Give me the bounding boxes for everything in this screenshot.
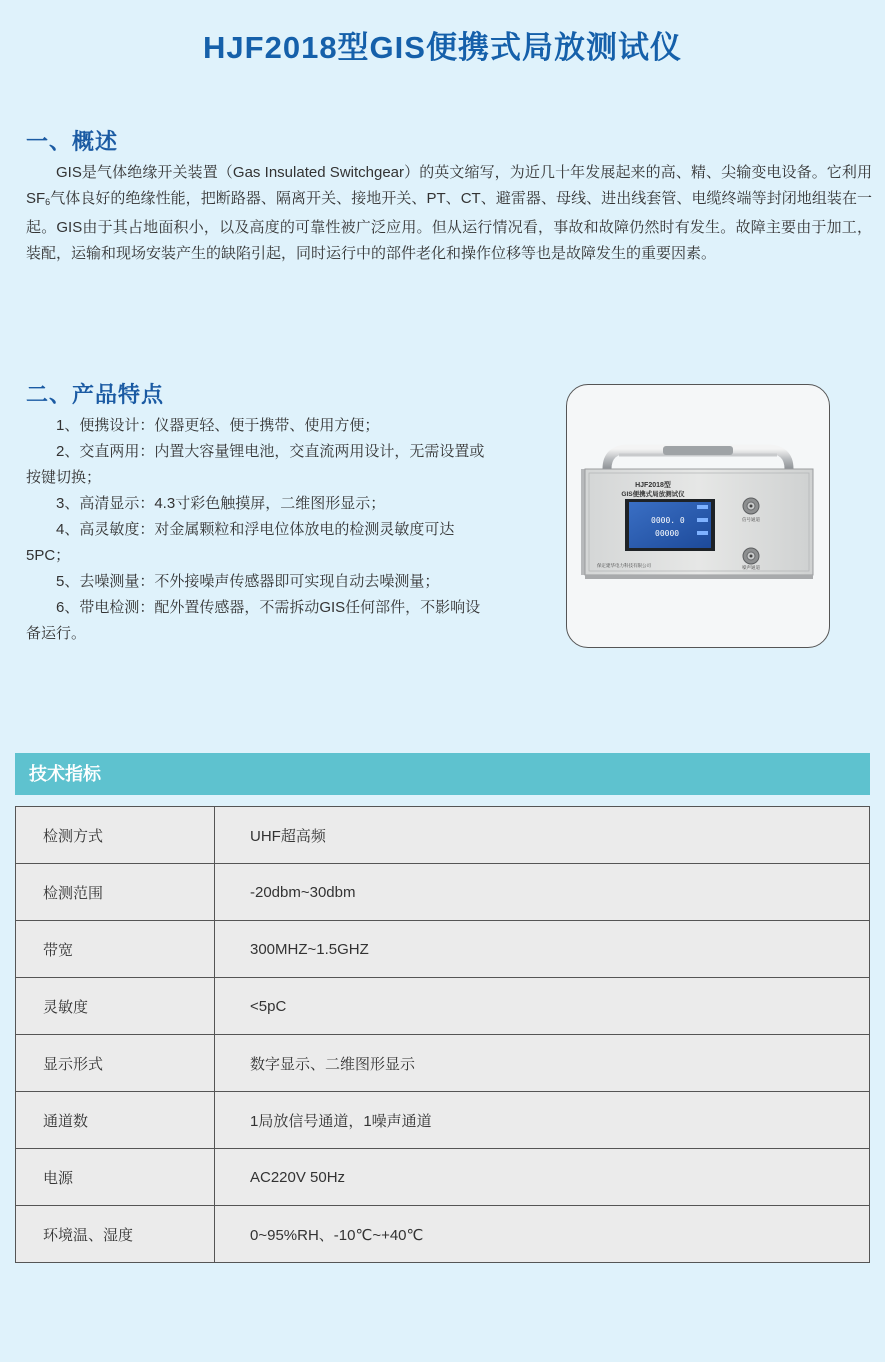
table-row xyxy=(16,1206,870,1263)
spec-key: 显示形式 xyxy=(16,1035,215,1092)
spec-value: <5pC xyxy=(215,978,870,1035)
panel-title-line1: HJF2018型 xyxy=(635,482,671,489)
connector-label-2: 噪声通道 xyxy=(742,565,760,570)
spec-value: 0~95%RH、-10℃~+40℃ xyxy=(215,1206,870,1263)
feature-item: 1、便携设计：仪器更轻、便于携带、使用方便； xyxy=(56,417,380,434)
table-row xyxy=(16,807,870,864)
connector-label-1: 信号通道 xyxy=(742,517,760,522)
specs-heading: 技术指标 xyxy=(15,753,870,795)
spec-key: 通道数 xyxy=(16,1092,215,1149)
spec-value: 数字显示、二维图形显示 xyxy=(215,1035,870,1092)
table-row xyxy=(16,921,870,978)
specs-table xyxy=(15,806,870,1263)
table-row xyxy=(16,1035,870,1092)
panel-title-line2: GIS便携式局放测试仪 xyxy=(621,491,685,498)
spec-key: 检测方式 xyxy=(16,807,215,864)
spec-key: 环境温、湿度 xyxy=(16,1206,215,1263)
spec-value: AC220V 50Hz xyxy=(215,1149,870,1206)
spec-key: 灵敏度 xyxy=(16,978,215,1035)
table-row xyxy=(16,978,870,1035)
table-row xyxy=(16,1092,870,1149)
feature-item: 4、高灵敏度：对金属颗粒和浮电位体放电的检测灵敏度可达5PC； xyxy=(26,521,455,564)
spec-key: 检测范围 xyxy=(16,864,215,921)
feature-item: 3、高清显示：4.3寸彩色触摸屏，二维图形显示； xyxy=(56,495,386,512)
feature-item: 6、带电检测：配外置传感器，不需拆动GIS任何部件，不影响设备运行。 xyxy=(26,599,481,642)
table-row xyxy=(16,864,870,921)
screen-value-1: 0000. 0 xyxy=(651,516,685,525)
spec-value: UHF超高频 xyxy=(215,807,870,864)
feature-item: 5、去噪测量：不外接噪声传感器即可实现自动去噪测量； xyxy=(56,573,440,590)
spec-value: 1局放信号通道，1噪声通道 xyxy=(215,1092,870,1149)
overview-text-part-1: GIS是气体绝缘开关装置（Gas Insulated Switchgear）的英文缩写，为近几十年发展起来的高、精、尖输变电设备。它利用SF xyxy=(26,164,872,207)
features-list xyxy=(26,413,490,647)
spec-value: -20dbm~30dbm xyxy=(215,864,870,921)
overview-text-part-2: 气体良好的绝缘性能，把断路器、隔离开关、接地开关、PT、CT、避雷器、母线、进出线套管、电缆终端等封闭地组装在一起。GIS由于其占地面积小，以及高度的可靠性被广泛应用。但从运行情况看，事故和故障仍然时有发生。故障主要由于加工，装配，运输和现场安装产生的缺陷引起，同时运行中的部件老化和操作位移等也是故障发生的重要因素。 xyxy=(26,190,872,262)
maker-label: 保定建华电力科技有限公司 xyxy=(597,563,651,568)
spec-value: 300MHZ~1.5GHZ xyxy=(215,921,870,978)
overview-heading: 一、概述 xyxy=(26,129,119,154)
table-row xyxy=(16,1149,870,1206)
feature-item: 2、交直两用：内置大容量锂电池，交直流两用设计，无需设置或按键切换； xyxy=(26,443,485,486)
device-photo xyxy=(567,385,829,647)
features-heading: 二、产品特点 xyxy=(26,382,165,407)
spec-key: 电源 xyxy=(16,1149,215,1206)
overview-paragraph xyxy=(26,160,872,267)
page-title: HJF2018型GIS便携式局放测试仪 xyxy=(203,30,682,65)
screen-value-2: 00000 xyxy=(655,529,680,538)
spec-key: 带宽 xyxy=(16,921,215,978)
overview-subscript: 6 xyxy=(45,197,51,207)
device-photo-frame xyxy=(566,384,830,648)
